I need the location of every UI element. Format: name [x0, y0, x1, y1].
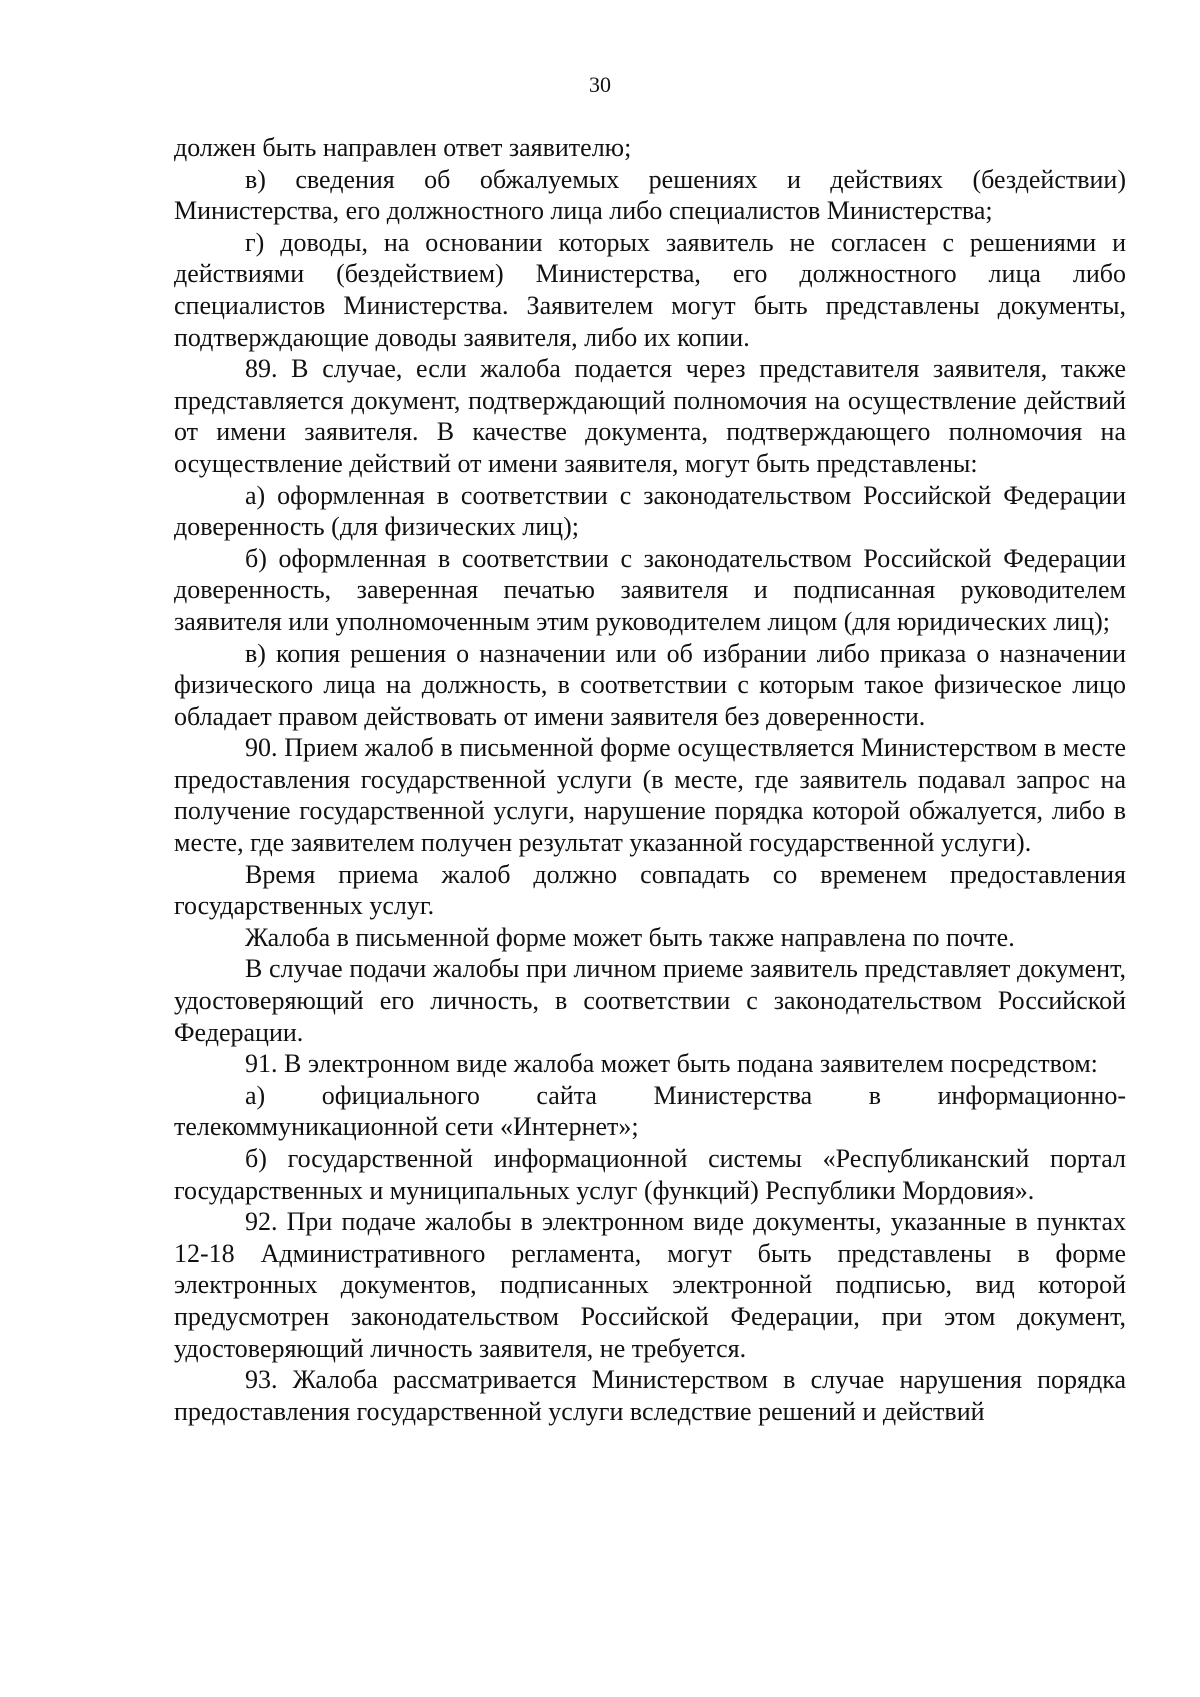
paragraph-89: 89. В случае, если жалоба подается через представителя заявителя, также представляется документ, подтверждающий полномочия на осуществление действий от имени заявителя. В качестве документа, подтверждающего полномочия на осуществление действий от имени заявителя, могут быть представлены: — [174, 354, 1126, 478]
paragraph-item-v: в) сведения об обжалуемых решениях и действиях (бездействии) Министерства, его должностного лица либо специалистов Министерства; — [174, 164, 1126, 226]
paragraph-continuation: должен быть направлен ответ заявителю; — [174, 133, 632, 162]
paragraph-89-item-v: в) копия решения о назначении или об избрании либо приказа о назначении физического лица на должность, в соответствии с которым такое физическое лицо обладает правом действовать от имени заявителя без доверенности. — [174, 638, 1126, 731]
page-number: 30 — [589, 72, 611, 97]
paragraph-90: 90. Прием жалоб в письменной форме осуществляется Министерством в месте предоставления государственной услуги (в месте, где заявитель подавал запрос на получение государственной услуги, нарушение порядка которой обжалуется, либо в месте, где заявителем получен результат указанной государственной услуги). — [174, 733, 1126, 858]
paragraph-93: 93. Жалоба рассматривается Министерством в случае нарушения порядка предоставления государственной услуги вследствие решений и действий — [174, 1365, 1126, 1426]
paragraph-92: 92. При подаче жалобы в электронном виде документы, указанные в пунктах 12-18 Административного регламента, могут быть представлены в форме электронных документов, подписанных электронной подписью, вид которой предусмотрен законодательством Российской Федерации, при этом документ, удостоверяющий личность заявителя, не требуется. — [174, 1207, 1126, 1363]
body-text — [174, 132, 1126, 1427]
paragraph-91: 91. В электронном виде жалоба может быть подана заявителем посредством: — [245, 1049, 1098, 1079]
paragraph-91-item-b: б) государственной информационной системы «Республиканский портал государственных и муниципальных услуг (функций) Республики Мордовия». — [174, 1144, 1126, 1205]
paragraph-reception-time: Время приема жалоб должно совпадать со временем предоставления государственных услуг. — [174, 859, 1126, 921]
paragraph-mail: Жалоба в письменной форме может быть также направлена по почте. — [245, 922, 1015, 952]
paragraph-89-item-b: б) оформленная в соответствии с законодательством Российской Федерации доверенность, заверенная печатью заявителя и подписанная руководителем заявителя или уполномоченным этим руководителем лицом (для юридических лиц); — [174, 543, 1126, 636]
paragraph-item-g: г) доводы, на основании которых заявитель не согласен с решениями и действиями (бездействием) Министерства, его должностного лица либо специалистов Министерства. Заявителем могут быть представлены документы, подтверждающие доводы заявителя, либо их копии. — [174, 227, 1126, 352]
paragraph-personal-reception: В случае подачи жалобы при личном приеме заявитель представляет документ, удостоверяющий его личность, в соответствии с законодательством Российской Федерации. — [174, 954, 1126, 1047]
paragraph-89-item-a: а) оформленная в соответствии с законодательством Российской Федерации доверенность (для физических лиц); — [174, 480, 1126, 542]
paragraph-91-item-a: а) официального сайта Министерства в информационно-телекоммуникационной сети «Интернет»; — [174, 1080, 1126, 1142]
